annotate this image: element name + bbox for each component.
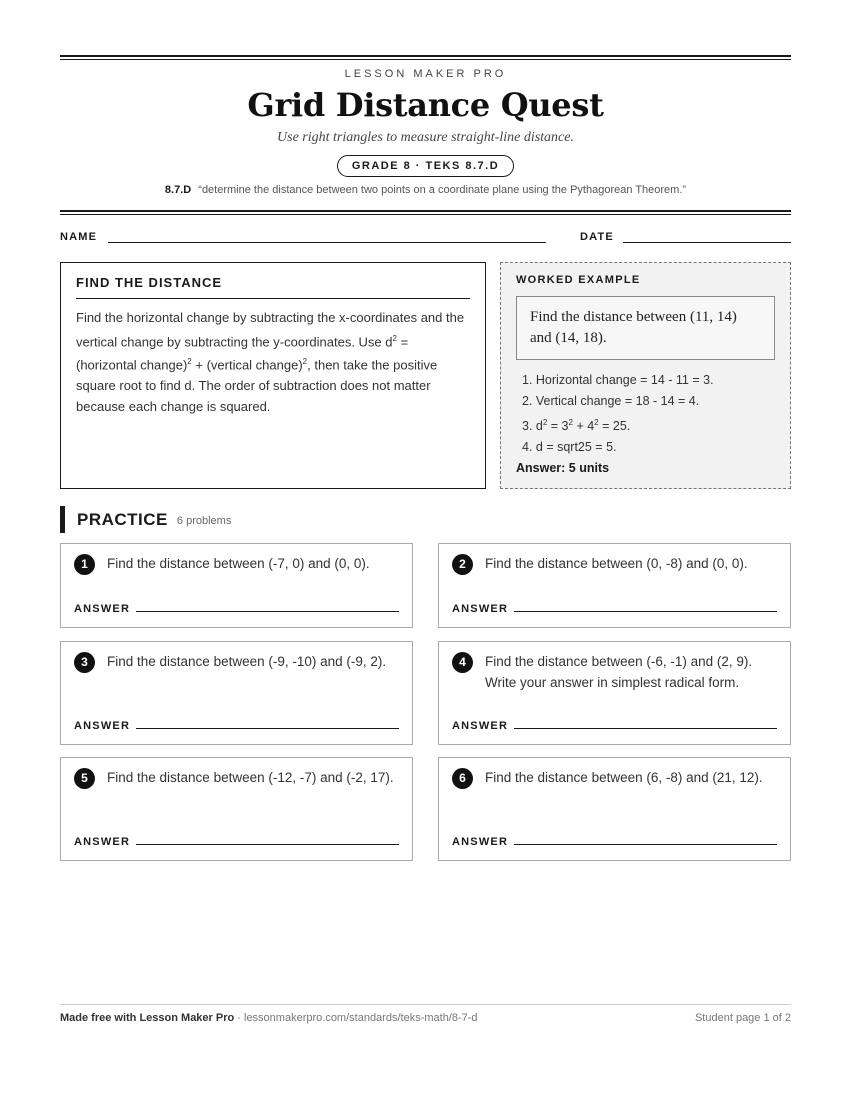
practice-card: [438, 543, 791, 628]
worked-step-1: 1. Horizontal change = 14 - 11 = 3.: [522, 373, 714, 387]
problem-text: Find the distance between (-7, 0) and (0, 0).: [107, 556, 370, 571]
worksheet-header: [60, 68, 791, 196]
grade-badge: GRADE 8 · TEKS 8.7.D: [337, 155, 514, 177]
practice-card: [60, 543, 413, 628]
standard-text: “determine the distance between two points on a coordinate plane using the Pythagorean Theorem.”: [198, 184, 687, 196]
name-label: NAME: [60, 231, 98, 243]
problem-number-badge: 6: [452, 768, 473, 789]
problem-text: Find the distance between (-12, -7) and (-2, 17).: [107, 770, 394, 785]
footer-page-number: Student page 1 of 2: [694, 1012, 791, 1024]
worked-step-3: 3. $d^2 = 3^2 + 4^2 = 25$.: [522, 418, 631, 434]
answer-field[interactable]: [514, 844, 777, 845]
answer-label: ANSWER: [74, 720, 131, 732]
footer-credit: Made free with Lesson Maker Pro · lessonmakerpro.com/standards/teks-math/8-7-d: [60, 1012, 478, 1024]
problem-number-badge: 4: [452, 652, 473, 673]
date-label: DATE: [580, 231, 614, 243]
find-heading: FIND THE DISTANCE: [76, 275, 223, 290]
problem-number-badge: 3: [74, 652, 95, 673]
answer-field[interactable]: [514, 611, 777, 612]
date-field[interactable]: [623, 242, 791, 243]
standard-line: [60, 184, 791, 196]
problem-text: Find the distance between (-9, -10) and (-9, 2).: [107, 654, 387, 669]
answer-label: ANSWER: [74, 836, 131, 848]
find-the-distance-box: [60, 262, 486, 489]
practice-card: [438, 757, 791, 861]
problem-number-badge: 1: [74, 554, 95, 575]
answer-field[interactable]: [136, 728, 399, 729]
worked-answer: Answer: 5 units: [516, 461, 610, 476]
find-instructions: Find the horizontal change by subtracting the x-coordinates and the vertical change by subtracting the y-coordinates. Use $d^2$ = (horizontal change)$^2$ + (vertical change)$^2$, then take the positive square root to find d. The order of subtraction does not matter because each change is squared.: [76, 310, 465, 414]
header-bottom-rule: [60, 210, 791, 215]
brand-name: LESSON MAKER PRO: [344, 68, 507, 80]
page-title: Grid Distance Quest: [247, 86, 604, 124]
worked-problem: Find the distance between (11, 14) and (14, 18).: [516, 296, 775, 360]
footer-made-with: Made free with Lesson Maker Pro: [60, 1012, 235, 1024]
answer-label: ANSWER: [74, 603, 131, 615]
worked-heading: WORKED EXAMPLE: [516, 274, 641, 286]
problem-text: Find the distance between (6, -8) and (21, 12).: [485, 770, 763, 785]
worked-steps: [516, 370, 775, 458]
worked-step-2: 2. Vertical change = 18 - 14 = 4.: [522, 394, 700, 408]
find-divider: [76, 298, 470, 299]
answer-field[interactable]: [136, 611, 399, 612]
answer-label: ANSWER: [452, 720, 509, 732]
practice-card: [60, 641, 413, 745]
practice-card: [60, 757, 413, 861]
name-date-row: [60, 231, 791, 245]
practice-count: 6 problems: [176, 515, 232, 527]
answer-label: ANSWER: [452, 603, 509, 615]
practice-heading: [60, 506, 231, 533]
footer-url[interactable]: lessonmakerpro.com/standards/teks-math/8-7-d: [244, 1012, 478, 1024]
problem-text: Find the distance between (-6, -1) and (2, 9). Write your answer in simplest radical form.: [485, 654, 753, 690]
worked-step-4: 4. d = sqrt25 = 5.: [522, 440, 617, 455]
page-subtitle: Use right triangles to measure straight-line distance.: [277, 130, 574, 145]
header-top-rule: [60, 55, 791, 60]
answer-field[interactable]: [514, 728, 777, 729]
problem-number-badge: 2: [452, 554, 473, 575]
standard-code: 8.7.D: [164, 184, 192, 196]
worked-example-box: [500, 262, 791, 489]
answer-label: ANSWER: [452, 836, 509, 848]
footer-divider: [60, 1004, 791, 1005]
answer-field[interactable]: [136, 844, 399, 845]
name-field[interactable]: [108, 242, 546, 243]
problem-number-badge: 5: [74, 768, 95, 789]
practice-title: PRACTICE: [77, 509, 168, 529]
practice-card: [438, 641, 791, 745]
problem-text: Find the distance between (0, -8) and (0, 0).: [485, 556, 748, 571]
